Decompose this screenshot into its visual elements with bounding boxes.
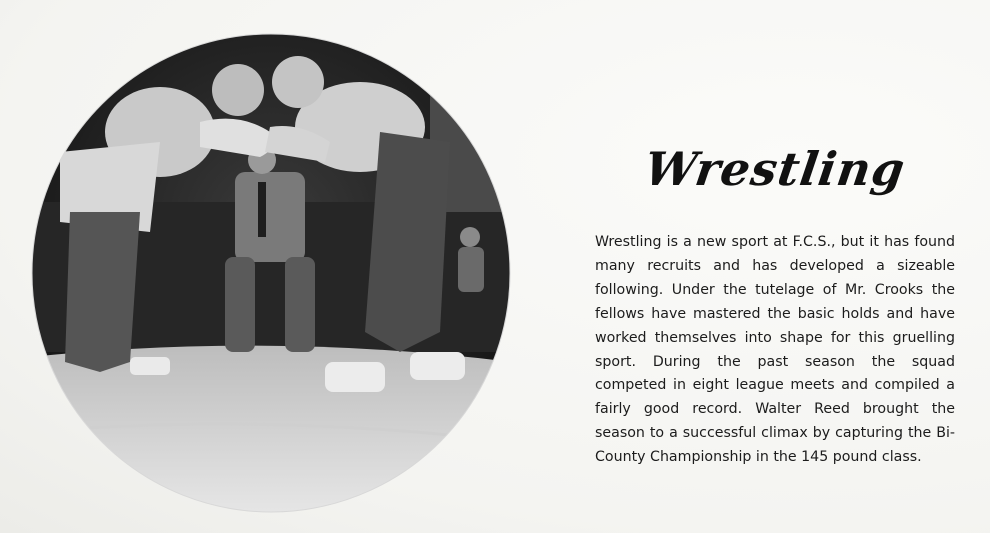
article-title: Wrestling: [641, 142, 909, 196]
wrestling-photo: [30, 32, 512, 514]
article-body: Wrestling is a new sport at F.C.S., but it has found many recruits and has developed a sizeable following. Under the tutelage of Mr. Crooks the fellows have mastered the basic holds and have worked themselves into shape for this gruelling sport. During the past season the squad competed in eight league meets and compiled a fairly good record. Walter Reed brought the season to a successful climax by capturing the Bi-County Championship in the 145 pound class.: [595, 234, 955, 466]
